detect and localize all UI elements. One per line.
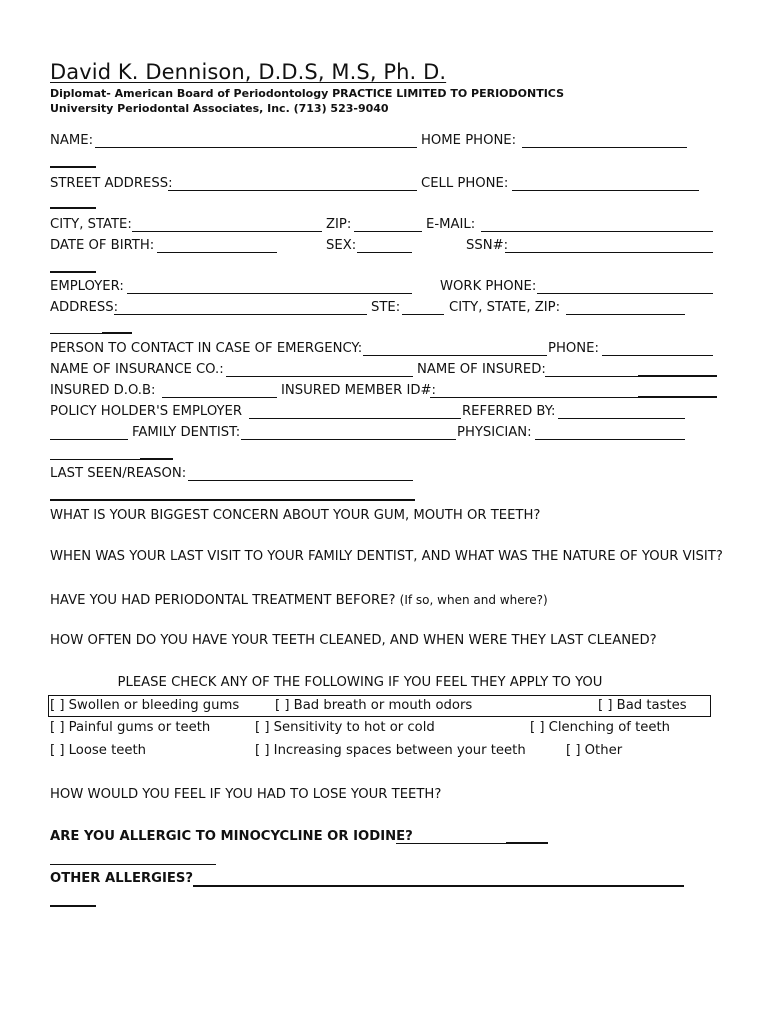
question-other-allergies: OTHER ALLERGIES? <box>50 871 194 886</box>
question-biggest-concern: WHAT IS YOUR BIGGEST CONCERN ABOUT YOUR GUM, MOUTH OR TEETH? <box>50 508 541 523</box>
checkbox-sensitivity[interactable]: [ ] Sensitivity to hot or cold <box>255 720 435 735</box>
dob-continuation[interactable] <box>50 271 96 273</box>
question-periodontal-treatment <box>50 592 548 609</box>
street-address-continuation[interactable] <box>50 207 96 209</box>
doctor-name-title: David K. Dennison, D.D.S, M.S, Ph. D. <box>50 60 447 84</box>
name-label: NAME: <box>50 133 94 148</box>
dob-field[interactable] <box>157 252 277 253</box>
home-phone-field[interactable] <box>522 147 687 148</box>
checklist-title: PLEASE CHECK ANY OF THE FOLLOWING IF YOU FEEL THEY APPLY TO YOU <box>117 675 603 690</box>
email-label: E-MAIL: <box>426 217 476 232</box>
allergy-answer-continuation[interactable] <box>50 864 216 865</box>
employer-address-continuation-2[interactable] <box>102 332 132 334</box>
allergy-answer-field[interactable] <box>396 843 506 844</box>
employer-address-continuation[interactable] <box>50 333 102 334</box>
insurance-co-field[interactable] <box>226 376 413 377</box>
insured-member-id-field[interactable] <box>430 397 638 398</box>
other-allergies-continuation[interactable] <box>50 905 96 907</box>
street-address-field[interactable] <box>168 190 417 191</box>
home-phone-label: HOME PHONE: <box>421 133 517 148</box>
referred-by-label: REFERRED BY: <box>462 404 556 419</box>
ssn-field[interactable] <box>505 252 713 253</box>
insured-member-id-field-ext[interactable] <box>638 396 717 398</box>
ste-label: STE: <box>371 300 401 315</box>
employer-label: EMPLOYER: <box>50 279 124 294</box>
insurance-co-label: NAME OF INSURANCE CO.: <box>50 362 224 377</box>
checkbox-painful-gums[interactable]: [ ] Painful gums or teeth <box>50 720 211 735</box>
name-of-insured-field[interactable] <box>545 376 638 377</box>
referred-by-field[interactable] <box>558 418 685 419</box>
name-field-continuation[interactable] <box>50 166 96 168</box>
checkbox-bad-breath[interactable]: [ ] Bad breath or mouth odors <box>275 698 473 713</box>
emergency-contact-label: PERSON TO CONTACT IN CASE OF EMERGENCY: <box>50 341 363 356</box>
cell-phone-label: CELL PHONE: <box>421 176 509 191</box>
emergency-phone-label: PHONE: <box>548 341 599 356</box>
work-phone-label: WORK PHONE: <box>440 279 537 294</box>
last-seen-reason-field[interactable] <box>188 480 413 481</box>
emergency-phone-field[interactable] <box>602 355 713 356</box>
family-dentist-field[interactable] <box>241 439 456 440</box>
policy-holder-employer-field[interactable] <box>249 418 461 419</box>
insured-dob-field[interactable] <box>162 397 277 398</box>
question-teeth-cleaning: HOW OFTEN DO YOU HAVE YOUR TEETH CLEANED, AND WHEN WERE THEY LAST CLEANED? <box>50 633 657 648</box>
allergy-answer-field-ext[interactable] <box>506 842 548 844</box>
zip-field[interactable] <box>354 231 422 232</box>
question-periodontal-treatment-text: HAVE YOU HAD PERIODONTAL TREATMENT BEFORE? <box>50 593 396 608</box>
employer-city-state-zip-label: CITY, STATE, ZIP: <box>449 300 561 315</box>
checkbox-clenching[interactable]: [ ] Clenching of teeth <box>530 720 671 735</box>
sex-field[interactable] <box>357 252 412 253</box>
cell-phone-field[interactable] <box>512 190 699 191</box>
policy-holder-employer-label: POLICY HOLDER'S EMPLOYER <box>50 404 243 419</box>
physician-continuation-2[interactable] <box>140 458 173 460</box>
insured-dob-label: INSURED D.O.B: <box>50 383 156 398</box>
question-allergic-minocycline: ARE YOU ALLERGIC TO MINOCYCLINE OR IODINE? <box>50 829 413 844</box>
question-last-visit: WHEN WAS YOUR LAST VISIT TO YOUR FAMILY DENTIST, AND WHAT WAS THE NATURE OF YOUR VISIT? <box>50 549 723 564</box>
employer-address-field[interactable] <box>114 314 367 315</box>
emergency-contact-field[interactable] <box>363 355 547 356</box>
checkbox-swollen-bleeding-gums[interactable]: [ ] Swollen or bleeding gums <box>50 698 240 713</box>
city-state-label: CITY, STATE: <box>50 217 132 232</box>
employer-address-label: ADDRESS: <box>50 300 119 315</box>
practice-info-line: University Periodontal Associates, Inc. (713) 523-9040 <box>50 102 389 115</box>
question-lose-teeth: HOW WOULD YOU FEEL IF YOU HAD TO LOSE YOUR TEETH? <box>50 787 442 802</box>
question-periodontal-treatment-note: (If so, when and where?) <box>399 593 548 607</box>
checkbox-increasing-spaces[interactable]: [ ] Increasing spaces between your teeth <box>255 743 526 758</box>
physician-label: PHYSICIAN: <box>457 425 532 440</box>
street-address-label: STREET ADDRESS: <box>50 176 173 191</box>
dob-label: DATE OF BIRTH: <box>50 238 155 253</box>
referral-prefix-field[interactable] <box>50 439 128 440</box>
ste-field[interactable] <box>402 314 444 315</box>
last-seen-reason-continuation[interactable] <box>50 499 415 501</box>
email-field[interactable] <box>481 231 713 232</box>
work-phone-field[interactable] <box>537 293 713 294</box>
city-state-field[interactable] <box>132 231 322 232</box>
checkbox-other[interactable]: [ ] Other <box>566 743 623 758</box>
family-dentist-label: FAMILY DENTIST: <box>132 425 241 440</box>
employer-city-state-zip-field[interactable] <box>566 314 685 315</box>
sex-label: SEX: <box>326 238 357 253</box>
zip-label: ZIP: <box>326 217 352 232</box>
name-of-insured-label: NAME OF INSURED: <box>417 362 546 377</box>
last-seen-reason-label: LAST SEEN/REASON: <box>50 466 187 481</box>
ssn-label: SSN#: <box>466 238 509 253</box>
employer-field[interactable] <box>127 293 412 294</box>
insured-member-id-label: INSURED MEMBER ID#: <box>281 383 436 398</box>
name-of-insured-field-ext[interactable] <box>638 375 717 377</box>
checkbox-loose-teeth[interactable]: [ ] Loose teeth <box>50 743 147 758</box>
name-field[interactable] <box>95 147 417 148</box>
physician-field[interactable] <box>535 439 685 440</box>
board-certification-line: Diplomat- American Board of Periodontology PRACTICE LIMITED TO PERIODONTICS <box>50 87 565 100</box>
physician-continuation[interactable] <box>50 459 140 460</box>
other-allergies-field[interactable] <box>193 885 684 887</box>
checkbox-bad-tastes[interactable]: [ ] Bad tastes <box>598 698 687 713</box>
